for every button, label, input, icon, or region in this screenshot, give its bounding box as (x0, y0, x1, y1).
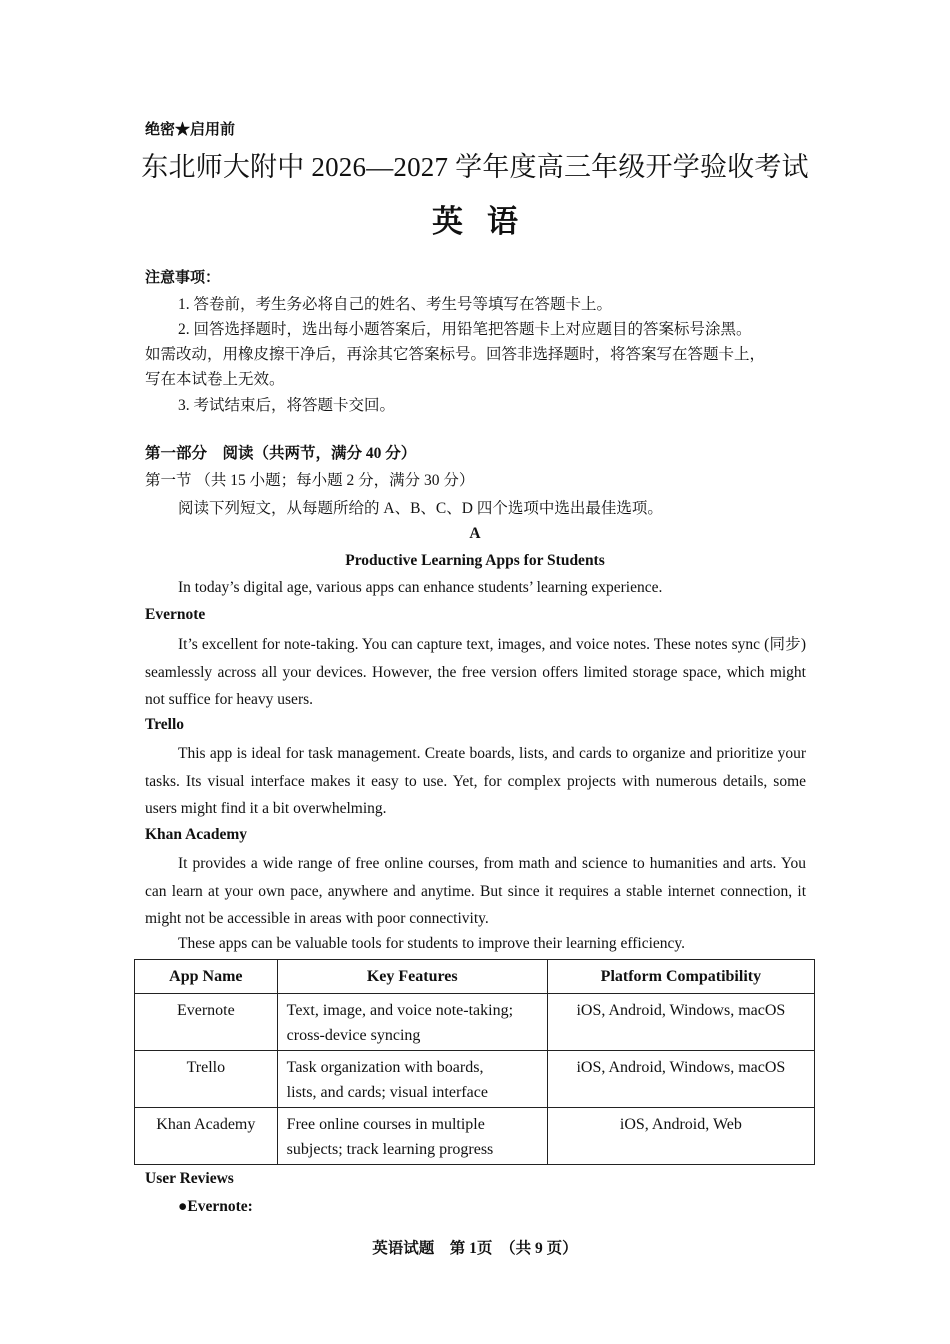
cell-app-name: Trello (135, 1051, 278, 1108)
cell-app-name: Khan Academy (135, 1108, 278, 1165)
app-heading-khan-academy: Khan Academy (145, 826, 248, 843)
notice-title: 注意事项： (145, 270, 221, 286)
app-paragraph-trello: This app is ideal for task management. Create boards, lists, and cards to organize and prioritize your tasks. Its visual interface makes it easy to use. Yet, for complex projects with numerous details, some users might find it a bit overwhelming. (145, 745, 806, 817)
table-row (135, 1051, 815, 1108)
passage-title: Productive Learning Apps for Students (345, 552, 605, 569)
page-footer: 英语试题 第 1页 （共 9 页） (372, 1240, 578, 1257)
cell-platform: iOS, Android, Web (547, 1108, 814, 1165)
header-app-name: App Name (135, 960, 278, 994)
feature-line: Text, image, and voice note-taking; (286, 1002, 514, 1019)
table-row (135, 1108, 815, 1165)
review-item-evernote: ●Evernote: (178, 1198, 253, 1215)
cell-features (277, 1051, 547, 1108)
notice-item-1: 1. 答卷前，考生务必将自己的姓名、考生号等填写在答题卡上。 (178, 296, 613, 313)
header-key-features: Key Features (277, 960, 547, 994)
passage-label: A (469, 525, 481, 542)
passage-intro: In today’s digital age, various apps can enhance students’ learning experience. (178, 579, 663, 596)
notice-item-2-cont: 如需改动，用橡皮擦干净后，再涂其它答案标号。回答非选择题时，将答案写在答题卡上， (145, 346, 766, 363)
app-paragraph-evernote: It’s excellent for note-taking. You can capture text, images, and voice notes. These notes sync (同步) seamlessly across all your devices. However, the free version offers limited storage space, which might not suffice for heavy users. (145, 636, 806, 708)
cell-platform: iOS, Android, Windows, macOS (547, 994, 814, 1051)
app-paragraph-khan-academy: It provides a wide range of free online courses, from math and science to humanities and arts. You can learn at your own pace, anywhere and anytime. But since it requires a stable internet connection, it might not be accessible in areas with poor connectivity. (145, 855, 806, 927)
confidential-label: 绝密★启用前 (145, 122, 236, 138)
feature-line: Free online courses in multiple (286, 1116, 485, 1133)
user-reviews-heading: User Reviews (145, 1170, 234, 1187)
app-heading-evernote: Evernote (145, 606, 206, 623)
cell-features (277, 1108, 547, 1165)
cell-app-name: Evernote (135, 994, 278, 1051)
table-header-row (135, 960, 815, 994)
app-heading-trello: Trello (145, 716, 185, 733)
subject-title: 英语 (432, 204, 542, 239)
passage-closing: These apps can be valuable tools for students to improve their learning efficiency. (178, 935, 686, 952)
cell-features (277, 994, 547, 1051)
exam-title: 东北师大附中 2026—2027 学年度高三年级开学验收考试 (141, 152, 809, 182)
feature-line: subjects; track learning progress (286, 1141, 494, 1158)
table-row (135, 994, 815, 1051)
section-heading: 第一部分 阅读（共两节，满分 40 分） (145, 445, 417, 462)
apps-table (134, 959, 815, 1165)
subsection-heading: 第一节 （共 15 小题；每小题 2 分，满分 30 分） (145, 472, 475, 489)
notice-item-3: 3. 考试结束后，将答题卡交回。 (178, 397, 396, 414)
cell-platform: iOS, Android, Windows, macOS (547, 1051, 814, 1108)
notice-item-2: 2. 回答选择题时，选出每小题答案后，用铅笔把答题卡上对应题目的答案标号涂黑。 (178, 321, 752, 338)
feature-line: cross-device syncing (286, 1027, 421, 1044)
instruction-text: 阅读下列短文，从每题所给的 A、B、C、D 四个选项中选出最佳选项。 (178, 500, 663, 517)
feature-line: lists, and cards; visual interface (286, 1084, 488, 1101)
header-platform: Platform Compatibility (547, 960, 814, 994)
notice-item-2-end: 写在本试卷上无效。 (145, 371, 285, 388)
feature-line: Task organization with boards, (286, 1059, 484, 1076)
